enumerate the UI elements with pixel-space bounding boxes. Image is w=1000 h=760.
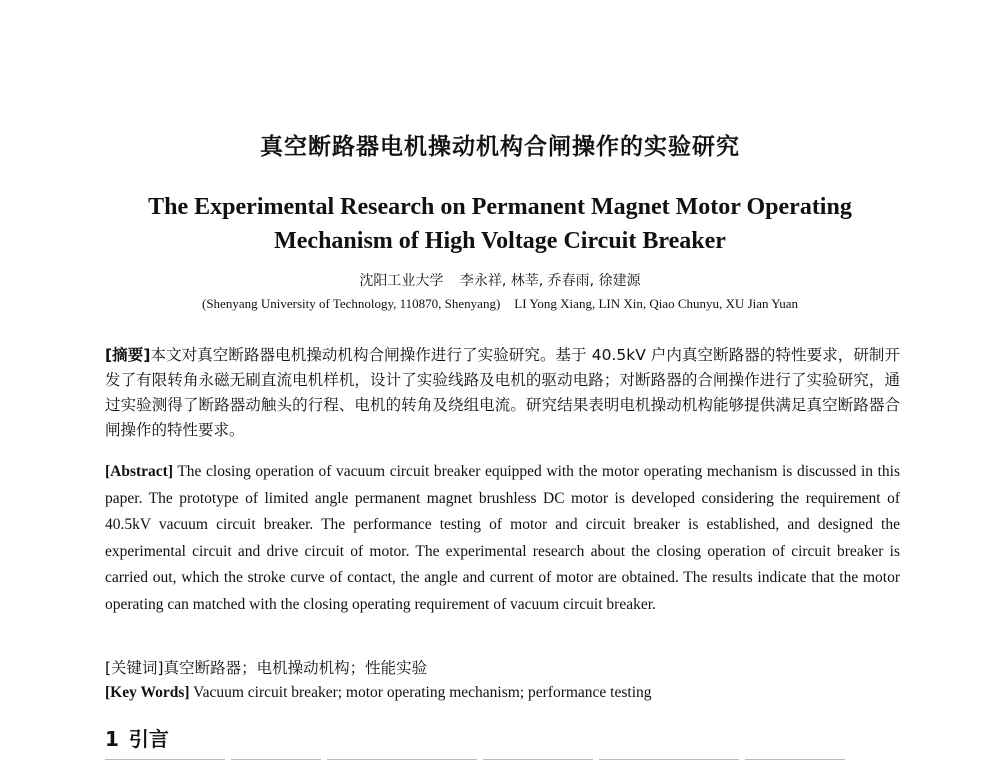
title-english-line1: The Experimental Research on Permanent Magnet Motor Operating bbox=[148, 194, 852, 220]
abstract-english-text: The closing operation of vacuum circuit breaker equipped with the motor operating mechanism is discussed in this paper. The prototype of limited angle permanent magnet brushless DC motor is developed considering the requirement of 40.5kV vacuum circuit breaker. The performance testing of motor and circuit breaker is established, and designed the experimental circuit and drive circuit of motor. The experimental research about the closing operation of circuit breaker is carried out, which the stroke curve of contact, the angle and current of motor are obtained. The results indicate that the motor operating can matched with the closing operating requirement of vacuum circuit breaker. bbox=[105, 463, 900, 613]
keywords-chinese bbox=[105, 656, 900, 678]
authors-english bbox=[0, 296, 1000, 312]
keywords-english-label: [Key Words] bbox=[105, 684, 190, 701]
keywords-english-text: Vacuum circuit breaker; motor operating mechanism; performance testing bbox=[193, 684, 652, 701]
title-chinese: 真空断路器电机操动机构合闸操作的实验研究 bbox=[260, 134, 740, 160]
abstract-english-label: [Abstract] bbox=[105, 463, 174, 480]
affiliation-english: (Shenyang University of Technology, 110870, Shenyang) bbox=[202, 296, 501, 311]
abstract-chinese-label: [摘要] bbox=[105, 346, 151, 364]
section-title: 引言 bbox=[128, 727, 169, 751]
author-names-english: LI Yong Xiang, LIN Xin, Qiao Chunyu, XU Jian Yuan bbox=[514, 296, 798, 311]
abstract-chinese bbox=[105, 343, 900, 443]
authors-chinese bbox=[0, 270, 1000, 290]
keywords-chinese-label: [关键词] bbox=[105, 659, 164, 677]
title-english-line2: Mechanism of High Voltage Circuit Breaker bbox=[274, 228, 726, 254]
affiliation-chinese: 沈阳工业大学 bbox=[359, 273, 444, 289]
author-names-chinese: 李永祥, 林莘, 乔春雨, 徐建源 bbox=[459, 273, 641, 289]
keywords-english bbox=[105, 684, 900, 702]
title-english bbox=[0, 190, 1000, 258]
abstract-english bbox=[105, 459, 900, 618]
section-heading-introduction bbox=[105, 723, 169, 752]
section-number: 1 bbox=[105, 727, 119, 751]
cut-off-text-line bbox=[105, 752, 900, 760]
keywords-chinese-text: 真空断路器；电机操动机构；性能实验 bbox=[163, 659, 428, 677]
abstract-chinese-text: 本文对真空断路器电机操动机构合闸操作进行了实验研究。基于 40.5kV 户内真空断路器的特性要求，研制开发了有限转角永磁无刷直流电机样机，设计了实验线路及电机的驱动电路；对断路器的合闸操作进行了实验研究，通过实验测得了断路器动触头的行程、电机的转角及绕组电流。研究结果表明电机操动机构能够提供满足真空断路器合闸操作的特性要求。 bbox=[105, 346, 900, 439]
